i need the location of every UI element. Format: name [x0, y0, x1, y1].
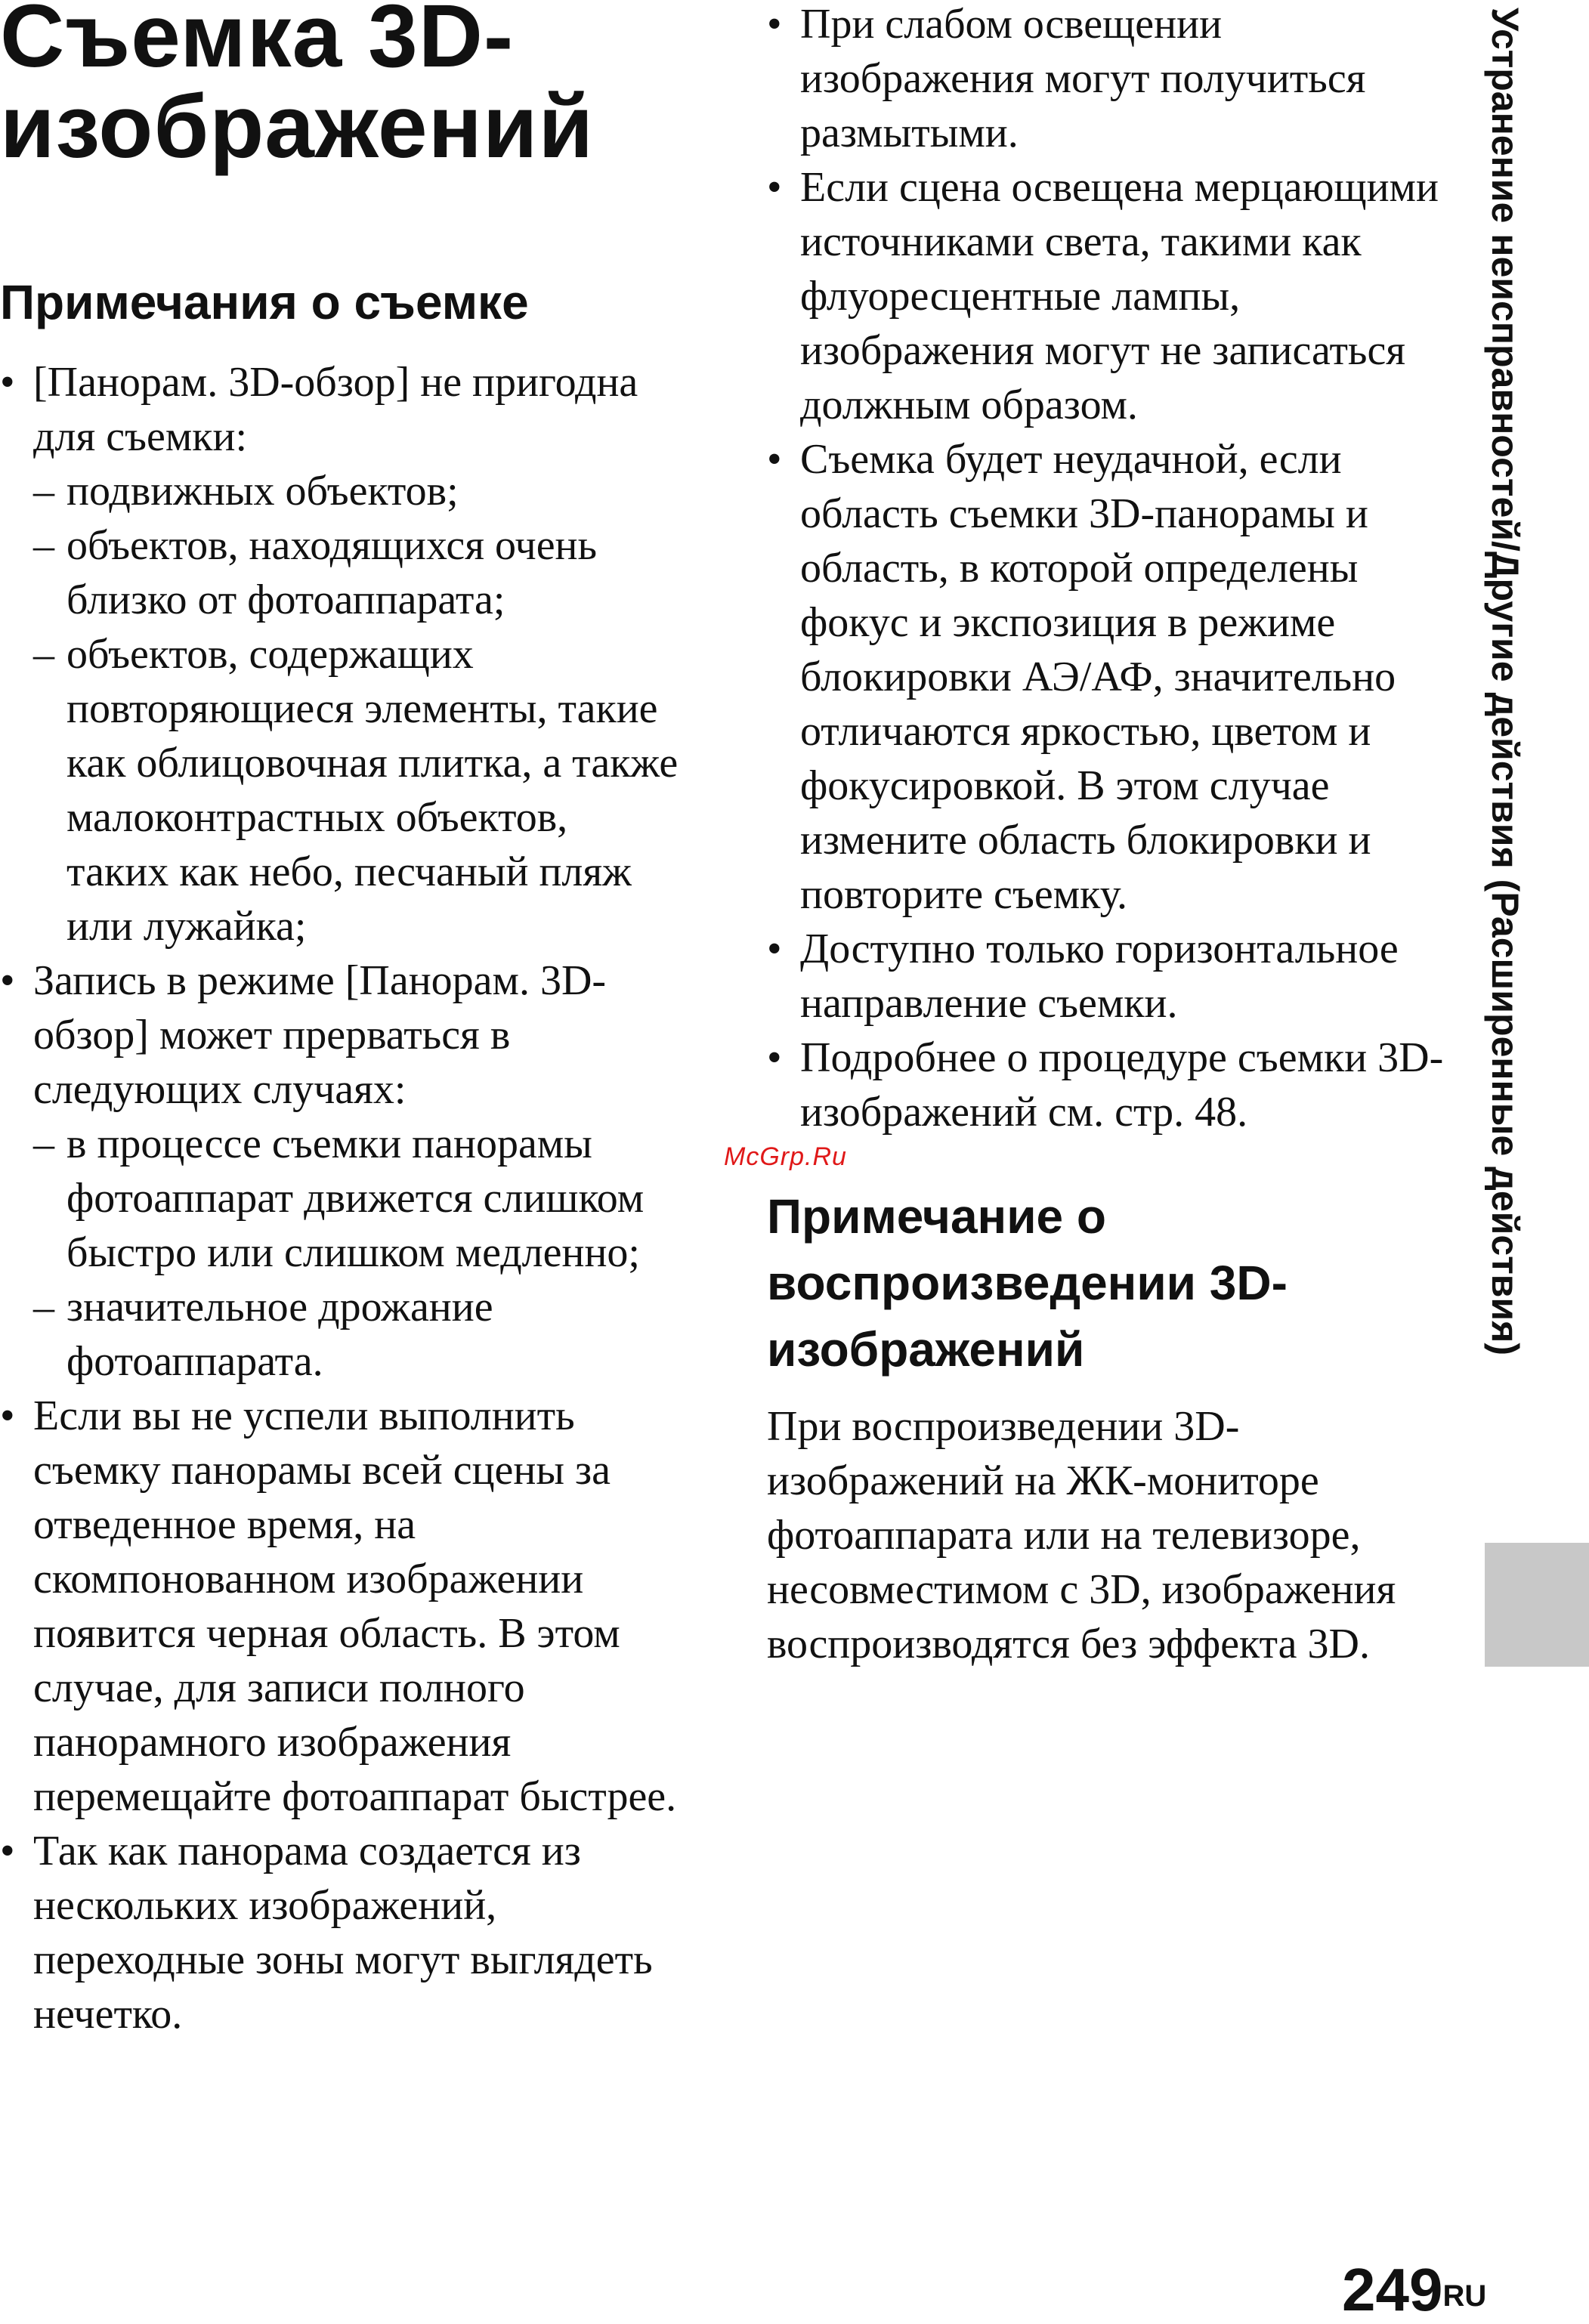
left-column	[0, 355, 680, 2041]
playback-note-text: При воспроизведении 3D-изображений на ЖК-мониторе фотоаппарата или на телевизоре, несовместимом с 3D, изображения воспроизводятся без эффекта 3D.	[767, 1403, 1396, 1667]
page-title: Съемка 3D- изображений	[0, 0, 595, 177]
sub-item: – объектов, находящихся очень близко от фотоаппарата;	[33, 518, 680, 627]
bullet-item: • Если сцена освещена мерцающими источниками света, такими как флуоресцентные лампы, изображения могут не записаться должным образом.	[767, 160, 1455, 432]
sub-item: – значительное дрожание фотоаппарата.	[33, 1280, 680, 1389]
side-tab-label: Устранение неисправностей/Другие действия (Расширенные действия)	[1484, 8, 1526, 1355]
bullet-text: [Панорам. 3D-обзор] не пригодна для съемки:	[33, 359, 638, 460]
watermark: McGrp.Ru	[724, 1142, 847, 1171]
bullet-item: • Если вы не успели выполнить съемку панорамы всей сцены за отведенное время, на скомпонованном изображении появится черная область. В этом случае, для записи полного панорамного изображения перемещайте фотоаппарат быстрее.	[0, 1389, 680, 1824]
sub-item: – подвижных объектов;	[33, 464, 680, 518]
bullet-text: Запись в режиме [Панорам. 3D-обзор] может прерваться в следующих случаях:	[33, 957, 607, 1113]
shooting-notes-list-left	[0, 355, 680, 2041]
sub-item: – в процессе съемки панорамы фотоаппарат движется слишком быстро или слишком медленно;	[33, 1117, 680, 1280]
right-column	[767, 0, 1455, 1671]
page-number-value: 249	[1342, 2256, 1443, 2323]
bullet-item: • При слабом освещении изображения могут получиться размытыми.	[767, 0, 1455, 160]
sub-list	[33, 1117, 680, 1389]
page-language-code: RU	[1442, 2279, 1487, 2313]
section-heading-shooting-notes: Примечания о съемке	[0, 275, 529, 329]
bullet-item: • Подробнее о процедуре съемки 3D-изображений см. стр. 48.	[767, 1031, 1455, 1139]
page-number	[1342, 2256, 1486, 2324]
section-heading-playback-note: Примечание о воспроизведении 3D-изображений	[767, 1189, 1288, 1377]
bullet-item	[0, 953, 680, 1389]
bullet-item: • Съемка будет неудачной, если область съемки 3D-панорамы и область, в которой определены фокус и экспозиция в режиме блокировки АЭ/АФ, значительно отличаются яркостью, цветом и фокусировкой. В этом случае измените область блокировки и повторите съемку.	[767, 432, 1455, 922]
bullet-item	[0, 355, 680, 953]
sub-item: – объектов, содержащих повторяющиеся элементы, такие как облицовочная плитка, а также малоконтрастных объектов, таких как небо, песчаный пляж или лужайка;	[33, 627, 680, 953]
shooting-notes-list-right	[767, 0, 1455, 1139]
side-tab-marker	[1485, 1543, 1589, 1667]
bullet-item: • Доступно только горизонтальное направление съемки.	[767, 922, 1455, 1031]
bullet-item: • Так как панорама создается из нескольких изображений, переходные зоны могут выглядеть нечетко.	[0, 1824, 680, 2041]
sub-list	[33, 464, 680, 953]
